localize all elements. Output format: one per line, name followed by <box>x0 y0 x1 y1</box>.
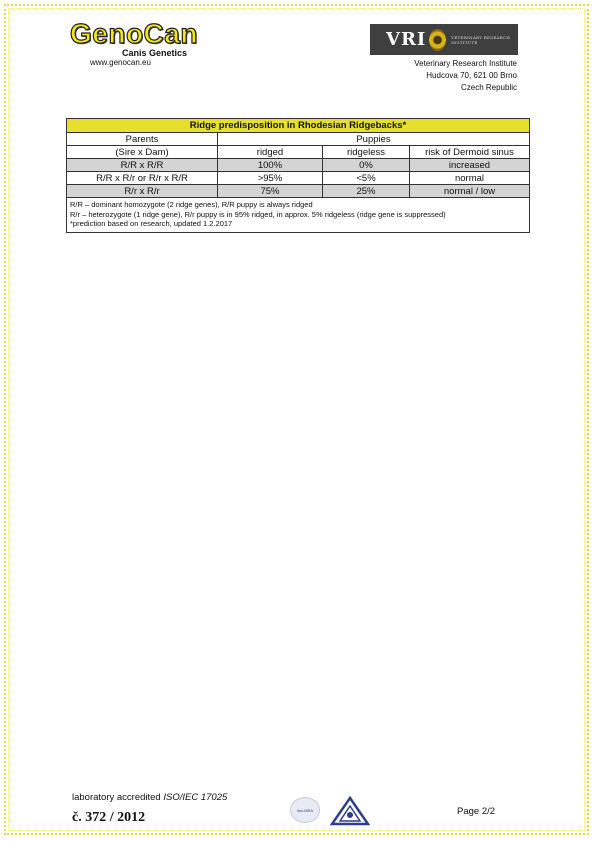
puppies-header: Puppies <box>218 133 530 146</box>
table-row <box>67 159 530 172</box>
note-line: *prediction based on research, updated 1.2.2017 <box>70 219 233 228</box>
address-line: Veterinary Research Institute <box>414 59 517 68</box>
cell-parents: R/r x R/r <box>67 185 218 198</box>
address-line: Hudcova 70, 621 00 Brno <box>426 71 517 80</box>
parents-header: Parents <box>67 133 218 146</box>
table-row <box>67 185 530 198</box>
column-header-risk: risk of Dermoid sinus <box>410 146 530 159</box>
cell-ridged: 100% <box>218 159 323 172</box>
cell-parents: R/R x R/R <box>67 159 218 172</box>
cell-risk: normal <box>410 172 530 185</box>
table-notes <box>67 198 530 233</box>
cai-accreditation-logo-icon <box>330 796 370 826</box>
certificate-number: č. 372 / 2012 <box>72 810 146 825</box>
genocan-logo <box>70 18 198 58</box>
cell-ridgeless: 25% <box>323 185 410 198</box>
note-line: R/r – heterozygote (1 ridge gene), R/r puppy is in 95% ridged, in approx. 5% ridgeless (ridge gene is suppressed) <box>70 209 446 219</box>
column-header-ridgeless: ridgeless <box>323 146 410 159</box>
cell-risk: increased <box>410 159 530 172</box>
cell-risk: normal / low <box>410 185 530 198</box>
page-number: Page 2/2 <box>457 806 496 817</box>
cell-ridged: >95% <box>218 172 323 185</box>
parents-subheader: (Sire x Dam) <box>67 146 218 159</box>
note-line: R/R – dominant homozygote (2 ridge genes), R/R puppy is always ridged <box>70 200 313 209</box>
logo-text: GenoCan <box>70 18 198 49</box>
cell-ridged: 75% <box>218 185 323 198</box>
accreditation-text <box>72 792 227 803</box>
address-line: Czech Republic <box>460 83 517 92</box>
website-link[interactable]: www.genocan.eu <box>90 58 151 67</box>
ridge-predisposition-table <box>66 118 530 233</box>
ilac-mra-logo-icon: ilac-MRA <box>290 797 320 823</box>
cell-parents: R/R x R/r or R/r x R/R <box>67 172 218 185</box>
cell-ridgeless: <5% <box>323 172 410 185</box>
table-title: Ridge predisposition in Rhodesian Ridgebacks* <box>67 119 530 133</box>
table-row <box>67 172 530 185</box>
cell-ridgeless: 0% <box>323 159 410 172</box>
vri-logo <box>370 24 518 55</box>
vri-logo-text: VRI <box>386 29 427 50</box>
column-header-ridged: ridged <box>218 146 323 159</box>
accreditation-standard: ISO/IEC 17025 <box>163 792 228 803</box>
vri-logo-small-text: VETERINARY RESEARCH INSTITUTE <box>451 34 511 45</box>
logo-subtitle: Canis Genetics <box>122 48 188 58</box>
sunflower-icon <box>429 29 446 51</box>
institute-address <box>414 58 517 94</box>
accreditation-prefix: laboratory accredited <box>72 792 164 803</box>
